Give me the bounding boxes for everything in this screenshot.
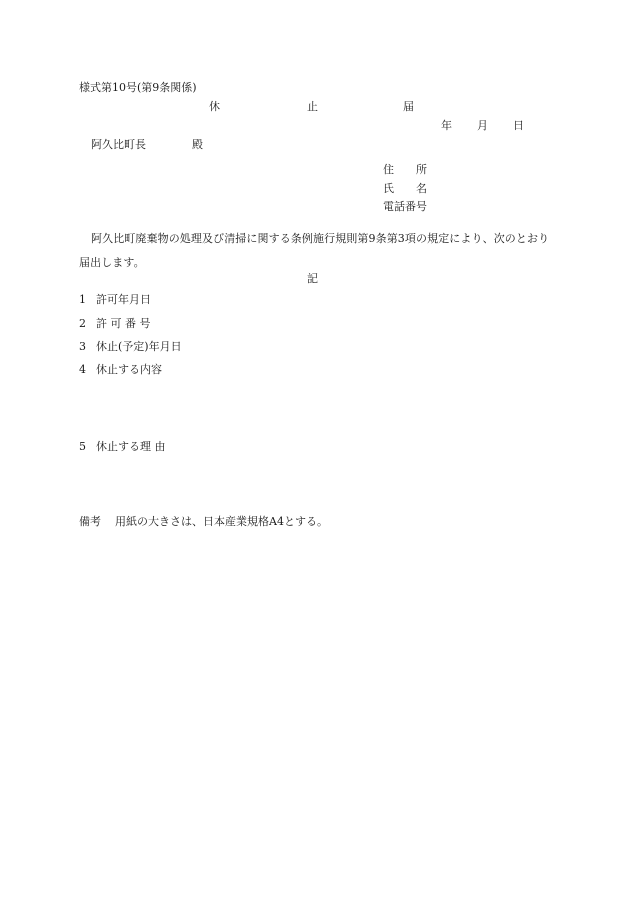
title-char-3: 届 (403, 100, 414, 113)
form-number: 様式第10号(第9条関係) (79, 81, 197, 94)
title-char-2: 止 (307, 100, 318, 113)
title-char-1: 休 (209, 100, 220, 113)
applicant-phone-label (383, 201, 427, 212)
remarks-note (79, 516, 328, 527)
date-line (441, 120, 524, 131)
label-part-a: 電話番号 (383, 200, 427, 213)
item-number: 3 (79, 340, 86, 353)
label-part-a: 住 (383, 163, 394, 176)
item-label: 許 可 番 号 (96, 317, 151, 330)
item-number: 2 (79, 317, 86, 330)
item-label: 休止(予定)年月日 (96, 340, 182, 353)
item-number: 5 (79, 440, 86, 453)
date-month-label: 月 (477, 119, 488, 132)
date-day-label: 日 (513, 119, 524, 132)
list-item (79, 364, 162, 375)
item-number: 4 (79, 363, 86, 376)
addressee-name: 阿久比町長 (91, 138, 146, 151)
addressee-honorific: 殿 (192, 138, 203, 151)
item-label: 許可年月日 (96, 293, 151, 306)
item-label: 休止する理 由 (96, 440, 166, 453)
list-item (79, 341, 182, 352)
label-part-a: 氏 (383, 182, 394, 195)
applicant-address-label (383, 164, 427, 175)
addressee (91, 139, 203, 150)
applicant-name-label (383, 183, 427, 194)
list-item (79, 318, 151, 329)
remarks-label: 備考 (79, 515, 101, 528)
body-paragraph: 阿久比町廃棄物の処理及び清掃に関する条例施行規則第9条第3項の規定により、次のとおり届出します。 (79, 232, 550, 269)
label-part-b: 所 (416, 163, 427, 176)
item-number: 1 (79, 293, 86, 306)
list-item (79, 441, 166, 452)
date-year-label: 年 (441, 119, 452, 132)
ki-heading: 記 (307, 272, 318, 285)
label-part-b: 名 (416, 182, 427, 195)
remarks-text: 用紙の大きさは、日本産業規格A4とする。 (115, 515, 328, 528)
item-label: 休止する内容 (96, 363, 162, 376)
list-item (79, 294, 151, 305)
